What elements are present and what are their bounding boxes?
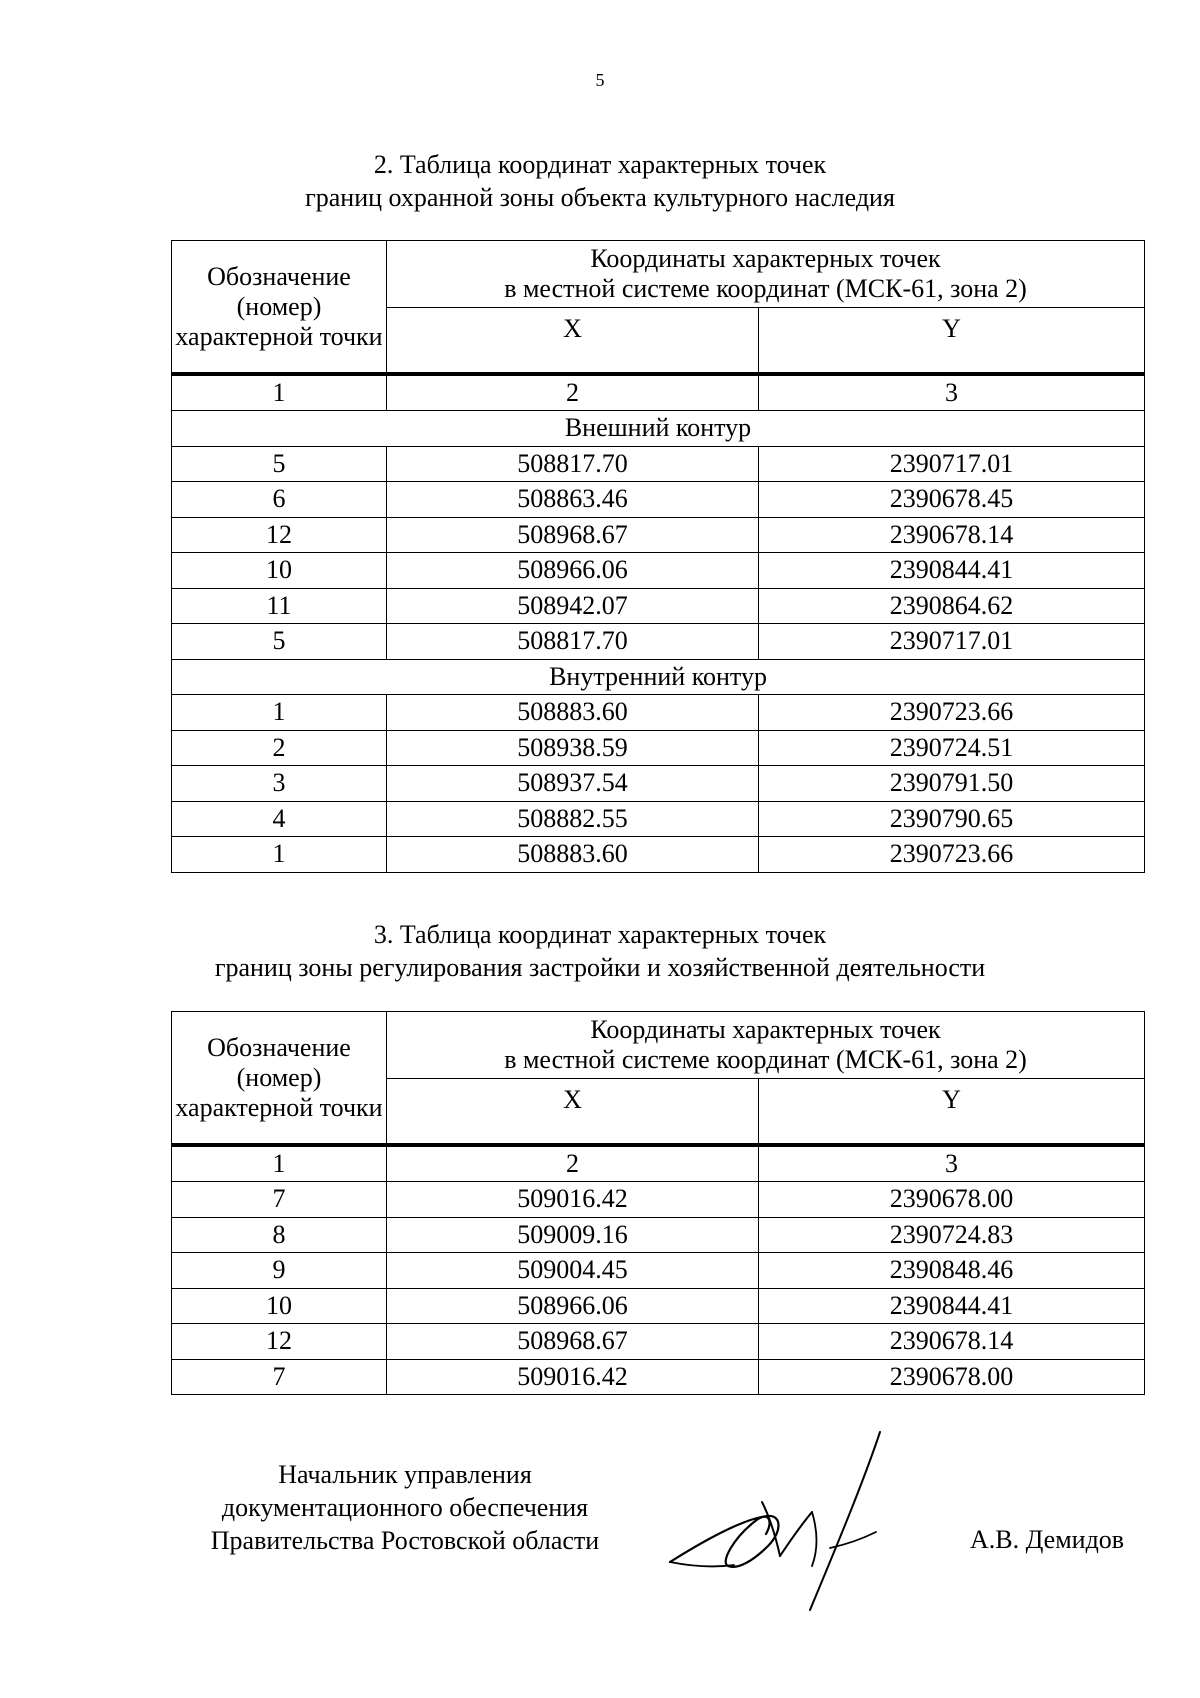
table-row	[172, 801, 1145, 837]
table-3-title-line2: границ зоны регулирования застройки и хозяйственной деятельности	[214, 953, 986, 982]
point-cell: 10	[172, 553, 387, 589]
x-cell: 508883.60	[387, 695, 759, 731]
point-cell: 5	[172, 446, 387, 482]
y-cell: 2390678.00	[759, 1359, 1145, 1395]
table-row	[172, 730, 1145, 766]
header-x: X	[387, 308, 759, 375]
position-line2: документационного обеспечения	[221, 1493, 589, 1522]
y-cell: 2390717.01	[759, 446, 1145, 482]
table-row	[172, 624, 1145, 660]
x-cell: 508863.46	[387, 482, 759, 518]
table-row	[172, 446, 1145, 482]
x-cell: 508883.60	[387, 837, 759, 873]
y-cell: 2390864.62	[759, 588, 1145, 624]
point-cell: 7	[172, 1182, 387, 1218]
x-cell: 508817.70	[387, 624, 759, 660]
table-row	[172, 695, 1145, 731]
coordinates-table-2	[171, 240, 1145, 873]
header-coords-line2: в местной системе координат (МСК-61, зона 2)	[504, 1045, 1027, 1074]
x-cell: 508937.54	[387, 766, 759, 802]
x-cell: 508966.06	[387, 1288, 759, 1324]
header-y: Y	[759, 1079, 1145, 1146]
point-cell: 10	[172, 1288, 387, 1324]
y-cell: 2390724.83	[759, 1217, 1145, 1253]
y-cell: 2390724.51	[759, 730, 1145, 766]
table-3-title-line1: 3. Таблица координат характерных точек	[373, 920, 827, 949]
column-number: 1	[172, 374, 387, 411]
table-row	[172, 553, 1145, 589]
column-number-row	[172, 374, 1145, 411]
column-number: 3	[759, 1145, 1145, 1182]
point-cell: 12	[172, 1324, 387, 1360]
x-cell: 508882.55	[387, 801, 759, 837]
table-row	[172, 1324, 1145, 1360]
y-cell: 2390844.41	[759, 553, 1145, 589]
x-cell: 508942.07	[387, 588, 759, 624]
table-row	[172, 482, 1145, 518]
x-cell: 508966.06	[387, 553, 759, 589]
header-coords-line2: в местной системе координат (МСК-61, зона 2)	[504, 274, 1027, 303]
signer-name: А.В. Демидов	[970, 1525, 1125, 1554]
y-cell: 2390848.46	[759, 1253, 1145, 1289]
signatory-position	[170, 1458, 640, 1557]
point-cell: 7	[172, 1359, 387, 1395]
header-coords-line1: Координаты характерных точек	[590, 1015, 941, 1044]
table-2-title-line1: 2. Таблица координат характерных точек	[373, 150, 827, 179]
table-2-title-line2: границ охранной зоны объекта культурного наследия	[305, 183, 895, 212]
x-cell: 508968.67	[387, 517, 759, 553]
point-cell: 1	[172, 837, 387, 873]
y-cell: 2390844.41	[759, 1288, 1145, 1324]
x-cell: 508938.59	[387, 730, 759, 766]
contour-outer-label: Внешний контур	[172, 411, 1145, 447]
y-cell: 2390790.65	[759, 801, 1145, 837]
table-row	[172, 1253, 1145, 1289]
position-line3: Правительства Ростовской области	[210, 1526, 600, 1555]
point-cell: 1	[172, 695, 387, 731]
point-cell: 12	[172, 517, 387, 553]
header-y: Y	[759, 308, 1145, 375]
header-point-label: Обозначение (номер) характерной точки	[172, 241, 387, 375]
header-coords-label	[387, 1012, 1145, 1079]
y-cell: 2390678.45	[759, 482, 1145, 518]
y-cell: 2390678.14	[759, 517, 1145, 553]
table-row	[172, 1288, 1145, 1324]
y-cell: 2390723.66	[759, 837, 1145, 873]
y-cell: 2390717.01	[759, 624, 1145, 660]
position-line1: Начальник управления	[278, 1460, 532, 1489]
table-row	[172, 1182, 1145, 1218]
point-cell: 2	[172, 730, 387, 766]
y-cell: 2390723.66	[759, 695, 1145, 731]
column-number: 2	[387, 1145, 759, 1182]
y-cell: 2390678.00	[759, 1182, 1145, 1218]
column-number: 1	[172, 1145, 387, 1182]
point-cell: 4	[172, 801, 387, 837]
handwritten-signature	[650, 1420, 930, 1620]
y-cell: 2390678.14	[759, 1324, 1145, 1360]
page-number: 5	[595, 70, 605, 90]
x-cell: 509016.42	[387, 1182, 759, 1218]
point-cell: 11	[172, 588, 387, 624]
table-3-title	[0, 918, 1200, 984]
x-cell: 509009.16	[387, 1217, 759, 1253]
table-row	[172, 837, 1145, 873]
table-row	[172, 588, 1145, 624]
contour-inner-label: Внутренний контур	[172, 659, 1145, 695]
point-cell: 9	[172, 1253, 387, 1289]
table-row	[172, 1359, 1145, 1395]
point-cell: 8	[172, 1217, 387, 1253]
point-cell: 3	[172, 766, 387, 802]
x-cell: 509016.42	[387, 1359, 759, 1395]
column-number-row	[172, 1145, 1145, 1182]
table-row	[172, 1217, 1145, 1253]
table-row	[172, 517, 1145, 553]
x-cell: 508968.67	[387, 1324, 759, 1360]
point-cell: 5	[172, 624, 387, 660]
table-2-title	[0, 148, 1200, 214]
coordinates-table-3	[171, 1011, 1145, 1395]
header-point-label: Обозначение (номер) характерной точки	[172, 1012, 387, 1146]
x-cell: 509004.45	[387, 1253, 759, 1289]
y-cell: 2390791.50	[759, 766, 1145, 802]
table-row	[172, 766, 1145, 802]
column-number: 3	[759, 374, 1145, 411]
x-cell: 508817.70	[387, 446, 759, 482]
header-x: X	[387, 1079, 759, 1146]
header-coords-line1: Координаты характерных точек	[590, 244, 941, 273]
point-cell: 6	[172, 482, 387, 518]
header-coords-label	[387, 241, 1145, 308]
column-number: 2	[387, 374, 759, 411]
